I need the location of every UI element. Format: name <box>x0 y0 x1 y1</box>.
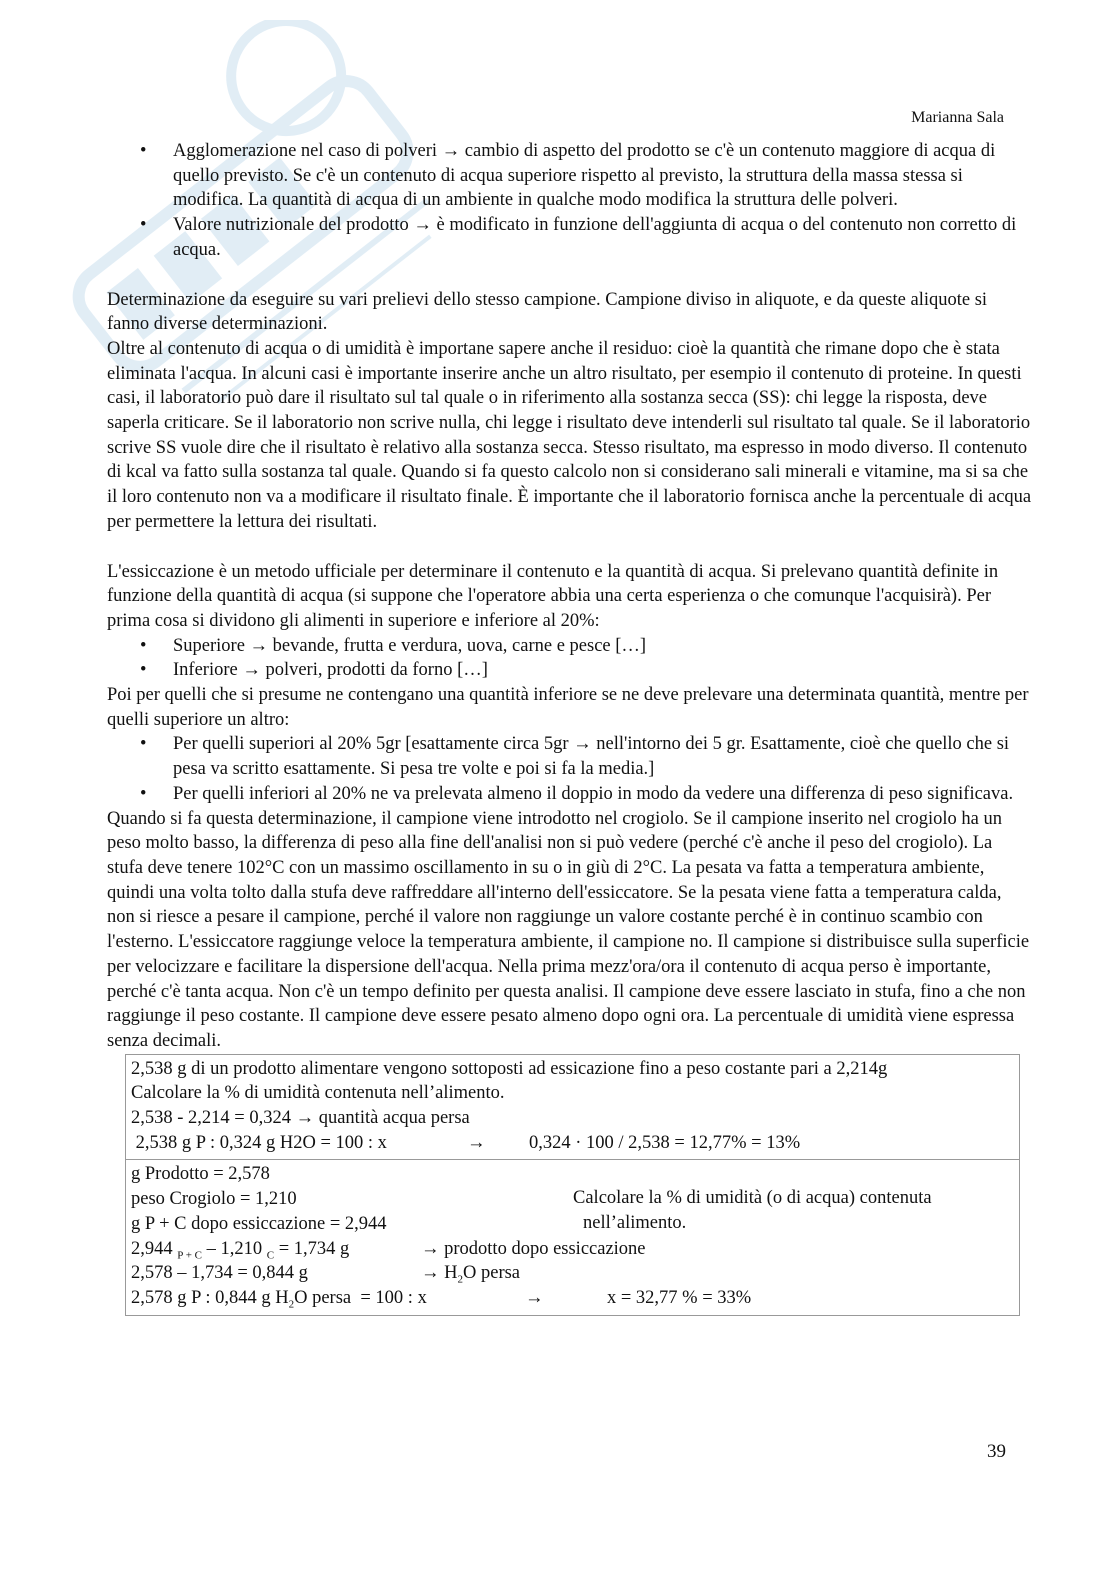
example-result: 0,324 · 100 / 2,538 = 12,77% = 13% <box>529 1132 801 1153</box>
subscript: P + C <box>177 1249 202 1262</box>
paragraph: L'essiccazione è un metodo ufficiale per determinare il contenuto e la quantità di acqua. Si prelevano quantità definite in funzione della quantità di acqua (si suppone che l'operatore abbia una certa esperienza o che comunque l'acquisirà). Per prima cosa si dividono gli alimenti in superiore e inferiore al 20%: <box>107 561 999 631</box>
example-line: nell’alimento. <box>583 1213 687 1234</box>
example-line: Calcolare la % di umidità contenuta nell’alimento. <box>131 1083 505 1104</box>
example-note: → H <box>421 1263 458 1284</box>
example-note: → prodotto dopo essiccazione <box>421 1238 646 1259</box>
value: = 1,734 g <box>274 1238 350 1259</box>
example-line <box>131 1237 1014 1262</box>
value: – 1,210 <box>202 1238 267 1259</box>
value: 2,578 g P : 0,844 g H <box>131 1287 289 1308</box>
paragraph: Poi per quelli che si presume ne contengano una quantità inferiore se ne deve prelevare una determinata quantità, mentre per quelli superiore un altro: <box>107 685 1029 730</box>
value: 2,944 <box>131 1238 178 1259</box>
list-item: • Per quelli inferiori al 20% ne va prelevata almeno il doppio in modo da vedere una differenza di peso significava. <box>107 782 1032 807</box>
example-line: Calcolare la % di umidità (o di acqua) contenuta <box>573 1188 932 1209</box>
list-item: • Per quelli superiori al 20% 5gr [esattamente circa 5gr → nell'intorno dei 5 gr. Esattamente, cioè che quello che si pesa va scritto esattamente. Si pesa tre volte e poi si fa la media.] <box>107 732 1032 781</box>
example-box <box>125 1054 1020 1316</box>
list-item: • Inferiore → polveri, prodotti da forno […] <box>107 658 1032 683</box>
example-1 <box>126 1055 1019 1160</box>
arrow-icon: → <box>467 1132 486 1153</box>
bullet-list-mid <box>107 634 1032 683</box>
example-line: 2,538 - 2,214 = 0,324 → quantità acqua persa <box>131 1108 470 1129</box>
example-line <box>131 1261 1014 1286</box>
paragraph: Quando si fa questa determinazione, il campione viene introdotto nel crogiolo. Se il campione inserito nel crogiolo ha un peso molto basso, la differenza di peso alla fine dell'analisi non si può vedere (perché c'è anche il peso del crogiolo). La stufa deve tenere 102°C con un massimo oscillamento in su o in giù di 2°C. La pesata va fatta a temperatura ambiente, quindi una volta tolto dalla stufa deve raffreddare all'interno dell'essiccatore. Se la pesata viene fatta a temperatura calda, non si riesce a pesare il campione, perché il valore non raggiunge un valore costante perché è in continuo scambio con l'esterno. L'essiccatore raggiunge veloce la temperatura ambiente, il campione no. Il campione si distribuisce sulla superficie per velocizzare e facilitare la dispersione dell'acqua. Nella prima mezz'ora/ora il contenuto di acqua perso è importante, perché c'è tanta acqua. Non c'è un tempo definito per questa analisi. Il campione deve essere lasciato in stufa, fino a che non raggiunge il peso costante. Il campione deve essere pesato almeno dopo ogni ora. La percentuale di umidità viene espressa senza decimali. <box>107 808 1030 1051</box>
subscript: 2 <box>288 1298 295 1311</box>
subscript: 2 <box>457 1273 463 1286</box>
example-line <box>131 1286 1014 1311</box>
example-line <box>131 1131 1014 1156</box>
example-line: 2,538 g di un prodotto alimentare vengono sottoposti ad essicazione fino a peso costante pari a 2,214g <box>131 1058 888 1079</box>
page-header-author: Marianna Sala <box>911 109 1004 126</box>
subscript: C <box>266 1249 275 1262</box>
example-line: peso Crogiolo = 1,210 <box>131 1189 297 1210</box>
page-content <box>107 139 1032 1316</box>
paragraph: Determinazione da eseguire su vari prelievi dello stesso campione. Campione diviso in aliquote, e da queste aliquote si fanno diverse determinazioni. <box>107 289 988 335</box>
example-2 <box>126 1159 1019 1314</box>
example-line: g P + C dopo essiccazione = 2,944 <box>131 1213 387 1234</box>
paragraph: Oltre al contenuto di acqua o di umidità è importane sapere anche il residuo: cioè la quantità che rimane dopo che è stata eliminata l'acqua. In alcuni casi è importante inserire anche un altro risultato, per esempio il contenuto di proteine. In questi casi, il laboratorio può dare il risultato sul tal quale o in riferimento alla sostanza secca (SS): chi legge la risposta, deve saperla criticare. Se il laboratorio non scrive nulla, chi legge i risultato deve intenderli sul risultato tal quale. Se il laboratorio scrive SS vuole dire che il risultato è relativo alla sostanza secca. Stesso risultato, ma espresso in modo diverso. Il contenuto di kcal va fatto sulla sostanza tal quale. Quando si fa questo calcolo non si considerano sali minerali e vitamine, ma si sa che il loro contenuto non va a modificare il risultato finale. È importante che il laboratorio fornisca anche la percentuale di acqua per permettere la lettura dei risultati. <box>107 338 1032 532</box>
value: 2,578 – 1,734 = 0,844 g <box>131 1263 308 1284</box>
arrow-icon: → <box>525 1287 544 1308</box>
example-proportion: 2,538 g P : 0,324 g H2O = 100 : x <box>131 1132 387 1153</box>
list-item: • Agglomerazione nel caso di polveri → cambio di aspetto del prodotto se c'è un contenuto maggiore di acqua di quello previsto. Se c'è un contenuto di acqua superiore rispetto al previsto, la struttura della massa stessa si modifica. La quantità di acqua di un ambiente in qualche modo modifica la struttura delle polveri. <box>107 139 1032 213</box>
example-line: g Prodotto = 2,578 <box>131 1164 270 1185</box>
page-number: 39 <box>987 1441 1006 1462</box>
list-item: • Superiore → bevande, frutta e verdura, uova, carne e pesce […] <box>107 634 1032 659</box>
list-item: • Valore nutrizionale del prodotto → è modificato in funzione dell'aggiunta di acqua o del contenuto non corretto di acqua. <box>107 213 1032 262</box>
bullet-list-low <box>107 732 1032 806</box>
value: O persa = 100 : x <box>294 1287 427 1308</box>
example-result: x = 32,77 % = 33% <box>607 1287 752 1308</box>
bullet-list-top <box>107 139 1032 263</box>
example-note: O persa <box>463 1263 521 1284</box>
example-question <box>573 1186 1013 1235</box>
